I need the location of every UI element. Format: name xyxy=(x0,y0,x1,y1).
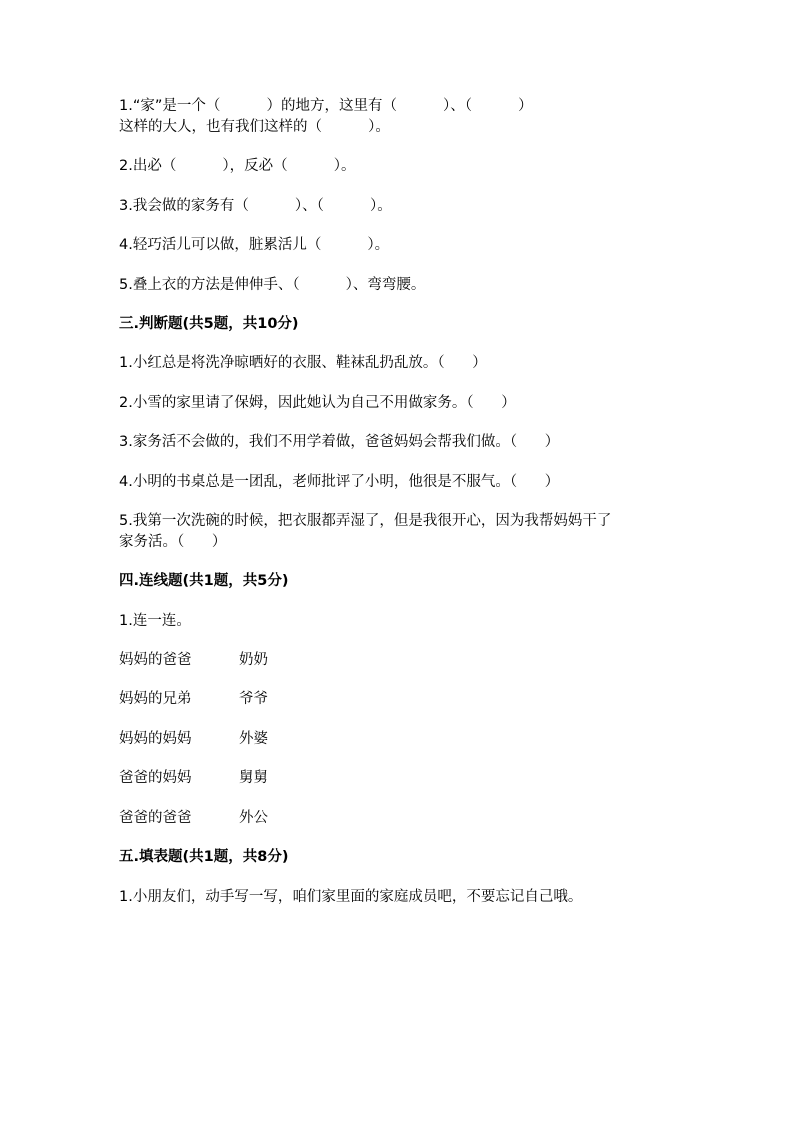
table-question-1: 1.小朋友们，动手写一写，咱们家里面的家庭成员吧，不要忘记自己哦。 xyxy=(119,889,583,905)
matching-section-heading: 四.连线题(共1题，共5分) xyxy=(119,573,289,589)
judge-question-2: 2.小雪的家里请了保姆，因此她认为自己不用做家务。（ ） xyxy=(119,395,516,411)
fill-question-4: 4.轻巧活儿可以做，脏累活儿（ ）。 xyxy=(119,237,390,253)
matching-right-item: 爷爷 xyxy=(239,691,268,707)
table-section-heading: 五.填表题(共1题，共8分) xyxy=(119,849,289,865)
matching-left-item: 爸爸的妈妈 xyxy=(119,770,192,786)
judge-question-3: 3.家务活不会做的，我们不用学着做，爸爸妈妈会帮我们做。（ ） xyxy=(119,434,560,450)
matching-left-item: 妈妈的兄弟 xyxy=(119,691,192,707)
judge-question-5-line-1: 5.我第一次洗碗的时候，把衣服都弄湿了，但是我很开心，因为我帮妈妈干了 xyxy=(119,513,612,529)
matching-prompt: 1.连一连。 xyxy=(119,613,191,629)
fill-question-2: 2.出必（ ），反必（ ）。 xyxy=(119,158,356,174)
fill-question-1-line-1: 1.“家”是一个（ ）的地方，这里有（ ）、（ ） xyxy=(119,98,533,114)
matching-right-item: 奶奶 xyxy=(239,652,268,668)
matching-left-item: 爸爸的爸爸 xyxy=(119,810,192,826)
matching-right-item: 舅舅 xyxy=(239,770,268,786)
judge-question-4: 4.小明的书桌总是一团乱，老师批评了小明，他很是不服气。（ ） xyxy=(119,474,560,490)
judge-question-1: 1.小红总是将洗净晾晒好的衣服、鞋袜乱扔乱放。（ ） xyxy=(119,355,487,371)
judge-section-heading: 三.判断题(共5题，共10分) xyxy=(119,316,299,332)
judge-question-5-line-2: 家务活。（ ） xyxy=(119,534,227,550)
matching-right-item: 外婆 xyxy=(239,731,268,747)
fill-question-3: 3.我会做的家务有（ ）、（ ）。 xyxy=(119,198,392,214)
matching-left-item: 妈妈的妈妈 xyxy=(119,731,192,747)
fill-question-5: 5.叠上衣的方法是伸伸手、（ ）、弯弯腰。 xyxy=(119,277,426,293)
fill-question-1-line-2: 这样的大人，也有我们这样的（ ）。 xyxy=(119,119,390,135)
matching-right-item: 外公 xyxy=(239,810,268,826)
matching-left-item: 妈妈的爸爸 xyxy=(119,652,192,668)
